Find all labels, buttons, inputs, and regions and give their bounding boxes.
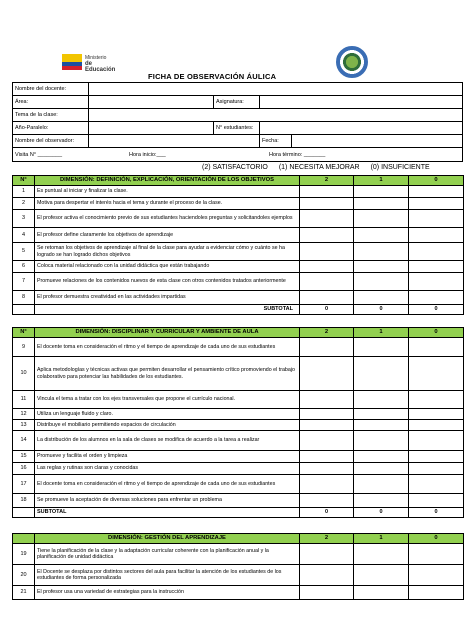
criterion-text: Aplica metodologías y técnicas activas que permiten desarrollar el pensamiento crítico promoviendo el trabajo colaborativo para potenciar las habilidades de los estudiantes. [35, 357, 300, 391]
criterion-row [13, 463, 464, 475]
subtotal-row [13, 305, 464, 315]
criterion-text: El docente toma en consideración el ritmo y el tiempo de aprendizaje de cada uno de sus estudiantes [35, 475, 300, 494]
section-header [13, 534, 464, 544]
institution-seal-icon [336, 46, 368, 78]
score-cell-1[interactable] [354, 544, 409, 565]
criterion-row [13, 451, 464, 463]
section-num-label [13, 534, 35, 544]
criterion-number: 11 [13, 391, 35, 409]
score-cell-2[interactable] [300, 243, 354, 261]
criterion-text: El profesor activa el conocimiento previo de sus estudiantes haciendoles preguntas y solicitandoles ejemplos [35, 210, 300, 228]
criterion-number: 8 [13, 291, 35, 305]
score-header: 2 [300, 328, 354, 338]
logo-line-2: de Educación [85, 61, 116, 73]
criterion-row [13, 261, 464, 273]
score-cell-2[interactable] [300, 451, 354, 463]
criterion-number: 5 [13, 243, 35, 261]
criterion-number: 12 [13, 409, 35, 420]
field-observador[interactable] [89, 135, 260, 147]
score-cell-2[interactable] [300, 475, 354, 494]
score-cell-1[interactable] [354, 273, 409, 291]
score-cell-2[interactable] [300, 431, 354, 451]
subtotal-row [13, 508, 464, 518]
label-asignatura: Asignatura: [214, 96, 260, 108]
score-cell-1[interactable] [354, 565, 409, 586]
score-header: 2 [300, 176, 354, 186]
score-cell-2[interactable] [300, 494, 354, 508]
score-cell-0[interactable] [409, 210, 464, 228]
score-cell-1[interactable] [354, 420, 409, 431]
subtotal-value: 0 [409, 305, 464, 315]
criterion-row [13, 420, 464, 431]
score-cell-0[interactable] [409, 565, 464, 586]
score-header: 0 [409, 176, 464, 186]
criterion-row [13, 494, 464, 508]
score-cell-0[interactable] [409, 261, 464, 273]
section-num-label: N° [13, 328, 35, 338]
subtotal-value: 0 [300, 305, 354, 315]
score-cell-2[interactable] [300, 291, 354, 305]
criterion-number: 14 [13, 431, 35, 451]
label-fecha: Fecha: [260, 135, 292, 147]
field-fecha[interactable] [292, 135, 462, 147]
score-header: 2 [300, 534, 354, 544]
score-cell-1[interactable] [354, 210, 409, 228]
score-cell-2[interactable] [300, 391, 354, 409]
logo-line-1: Ministerio [85, 55, 107, 61]
criterion-row [13, 273, 464, 291]
criterion-number: 19 [13, 544, 35, 565]
score-header: 1 [354, 328, 409, 338]
section-title: DIMENSIÓN: GESTIÓN DEL APRENDIZAJE [35, 534, 300, 544]
criterion-row [13, 475, 464, 494]
score-cell-1[interactable] [354, 228, 409, 243]
criterion-text: El Docente se desplaza por distintos sectores del aula para facilitar la atención de los estudiantes de los estudiantes de forma personalizada [35, 565, 300, 586]
section-title: DIMENSIÓN: DISCIPLINAR Y CURRICULAR Y AMBIENTE DE AULA [35, 328, 300, 338]
score-header: 0 [409, 328, 464, 338]
criterion-number: 16 [13, 463, 35, 475]
field-area[interactable] [89, 96, 214, 108]
info-box [12, 82, 463, 162]
label-hora-termino: Hora término: _______ [269, 152, 326, 158]
score-cell-1[interactable] [354, 475, 409, 494]
criterion-text: El profesor usa una variedad de estrategias para la instrucción [35, 586, 300, 600]
field-anio[interactable] [89, 122, 214, 134]
criterion-text: Se promueve la aceptación de diversas soluciones para enfrentar un problema [35, 494, 300, 508]
score-cell-1[interactable] [354, 243, 409, 261]
criterion-row [13, 565, 464, 586]
criterion-row [13, 210, 464, 228]
criterion-number: 15 [13, 451, 35, 463]
subtotal-value: 0 [300, 508, 354, 518]
score-cell-0[interactable] [409, 198, 464, 210]
criterion-number: 2 [13, 198, 35, 210]
label-observador: Nombre del observador: [13, 135, 89, 147]
score-cell-0[interactable] [409, 463, 464, 475]
legend-necesita-mejorar: (1) NECESITA MEJORAR [278, 164, 360, 171]
score-cell-0[interactable] [409, 544, 464, 565]
criterion-text: Se retoman los objetivos de aprendizaje al final de la clase para ayudar a evidenciar cómo y cuánto se ha logrado se han logrado dichos objetivos [35, 243, 300, 261]
score-cell-1[interactable] [354, 431, 409, 451]
subtotal-label: SUBTOTAL [35, 305, 300, 315]
criterion-text: Tiene la planificación de la clase y la adaptación curricular coherente con la planificación anual y la planificación de unidad didáctica [35, 544, 300, 565]
criterion-number: 1 [13, 186, 35, 198]
score-cell-0[interactable] [409, 475, 464, 494]
score-cell-2[interactable] [300, 273, 354, 291]
page-title: FICHA DE OBSERVACIÓN ÁULICA [148, 72, 277, 81]
criterion-row [13, 198, 464, 210]
score-cell-2[interactable] [300, 338, 354, 357]
criterion-row [13, 186, 464, 198]
criterion-row [13, 586, 464, 600]
score-cell-2[interactable] [300, 420, 354, 431]
field-nombre-docente[interactable] [89, 83, 462, 95]
score-cell-0[interactable] [409, 409, 464, 420]
criterion-text: Distribuye el mobiliario permitiendo espacios de circulación [35, 420, 300, 431]
subtotal-value: 0 [354, 305, 409, 315]
score-legend [202, 164, 439, 171]
criterion-text: El profesor define claramente los objetivos de aprendizaje [35, 228, 300, 243]
score-cell-0[interactable] [409, 228, 464, 243]
criterion-row [13, 431, 464, 451]
criterion-text: El profesor demuestra creatividad en las actividades impartidas [35, 291, 300, 305]
label-anio: Año-Paralelo: [13, 122, 89, 134]
criterion-number: 7 [13, 273, 35, 291]
criterion-row [13, 228, 464, 243]
score-header: 1 [354, 176, 409, 186]
criterion-row [13, 409, 464, 420]
score-cell-1[interactable] [354, 357, 409, 391]
score-cell-2[interactable] [300, 210, 354, 228]
score-cell-1[interactable] [354, 586, 409, 600]
score-cell-2[interactable] [300, 409, 354, 420]
criterion-row [13, 357, 464, 391]
score-cell-1[interactable] [354, 409, 409, 420]
score-cell-2[interactable] [300, 357, 354, 391]
label-estudiantes: N° estudiantes: [214, 122, 260, 134]
ministry-logo-text [85, 55, 122, 73]
score-cell-0[interactable] [409, 431, 464, 451]
score-cell-2[interactable] [300, 261, 354, 273]
criterion-number: 21 [13, 586, 35, 600]
criterion-text: Motiva para despertar el interés hacia el tema y durante el proceso de la clase. [35, 198, 300, 210]
score-cell-0[interactable] [409, 186, 464, 198]
criterion-row [13, 291, 464, 305]
score-cell-0[interactable] [409, 273, 464, 291]
criterion-number: 20 [13, 565, 35, 586]
criterion-number: 6 [13, 261, 35, 273]
criterion-number: 9 [13, 338, 35, 357]
field-tema[interactable] [89, 109, 462, 121]
score-cell-0[interactable] [409, 420, 464, 431]
score-cell-2[interactable] [300, 228, 354, 243]
criterion-row [13, 544, 464, 565]
score-cell-2[interactable] [300, 544, 354, 565]
criterion-text: Coloca material relacionado con la unidad didáctica que están trabajando [35, 261, 300, 273]
score-cell-2[interactable] [300, 198, 354, 210]
score-header: 0 [409, 534, 464, 544]
score-cell-1[interactable] [354, 494, 409, 508]
score-cell-0[interactable] [409, 243, 464, 261]
score-cell-0[interactable] [409, 451, 464, 463]
section-title: DIMENSIÓN: DEFINICIÓN, EXPLICACIÓN, ORIENTACIÓN DE LOS OBJETIVOS [35, 176, 300, 186]
subtotal-label: SUBTOTAL [35, 508, 300, 518]
criterion-text: Promueve relaciones de los contenidos nuevos de esta clase con otros contenidos tratados anteriormente [35, 273, 300, 291]
score-cell-0[interactable] [409, 391, 464, 409]
score-cell-1[interactable] [354, 463, 409, 475]
criterion-number: 3 [13, 210, 35, 228]
score-cell-1[interactable] [354, 451, 409, 463]
score-cell-2[interactable] [300, 565, 354, 586]
legend-insuficiente: (0) INSUFICIENTE [370, 164, 430, 171]
score-header: 1 [354, 534, 409, 544]
score-cell-1[interactable] [354, 338, 409, 357]
criterion-number: 13 [13, 420, 35, 431]
score-cell-1[interactable] [354, 261, 409, 273]
score-cell-1[interactable] [354, 291, 409, 305]
criterion-text: La distribución de los alumnos en la sala de clases se modifica de acuerdo a la tarea a realizar [35, 431, 300, 451]
section-table-2 [12, 327, 464, 518]
field-estudiantes[interactable] [260, 122, 462, 134]
section-table-3 [12, 533, 464, 600]
criterion-text: El docente toma en consideración el ritmo y el tiempo de aprendizaje de cada uno de sus estudiantes [35, 338, 300, 357]
subtotal-value: 0 [354, 508, 409, 518]
criterion-text: Utiliza un lenguaje fluido y claro. [35, 409, 300, 420]
score-cell-0[interactable] [409, 291, 464, 305]
section-table-1 [12, 175, 464, 315]
score-cell-2[interactable] [300, 586, 354, 600]
subtotal-value: 0 [409, 508, 464, 518]
criterion-number: 4 [13, 228, 35, 243]
legend-satisfactorio: (2) SATISFACTORIO [202, 164, 268, 171]
score-cell-0[interactable] [409, 494, 464, 508]
criterion-number: 10 [13, 357, 35, 391]
section-header [13, 328, 464, 338]
label-visita: Visita N° ________ [15, 152, 63, 158]
label-tema: Tema de la clase: [13, 109, 89, 121]
criterion-number: 17 [13, 475, 35, 494]
score-cell-2[interactable] [300, 186, 354, 198]
criterion-text: Las reglas y rutinas son claras y conocidas [35, 463, 300, 475]
label-nombre-docente: Nombre del docente: [13, 83, 89, 95]
score-cell-1[interactable] [354, 186, 409, 198]
score-cell-0[interactable] [409, 586, 464, 600]
score-cell-0[interactable] [409, 338, 464, 357]
score-cell-1[interactable] [354, 391, 409, 409]
score-cell-1[interactable] [354, 198, 409, 210]
criterion-row [13, 338, 464, 357]
section-header [13, 176, 464, 186]
criterion-text: Promueve y facilita el orden y limpieza [35, 451, 300, 463]
score-cell-2[interactable] [300, 463, 354, 475]
criterion-row [13, 391, 464, 409]
criterion-row [13, 243, 464, 261]
label-area: Área: [13, 96, 89, 108]
visit-row [13, 148, 462, 161]
section-num-label: N° [13, 176, 35, 186]
criterion-text: Vincula el tema a tratar con los ejes transversales que propone el currículo nacional. [35, 391, 300, 409]
label-hora-inicio: Hora inicio:___ [129, 152, 166, 158]
field-asignatura[interactable] [260, 96, 462, 108]
ecuador-flag-icon [62, 54, 82, 70]
criterion-text: Es puntual al iniciar y finalizar la clase. [35, 186, 300, 198]
criterion-number: 18 [13, 494, 35, 508]
score-cell-0[interactable] [409, 357, 464, 391]
ministry-logo [62, 51, 122, 73]
